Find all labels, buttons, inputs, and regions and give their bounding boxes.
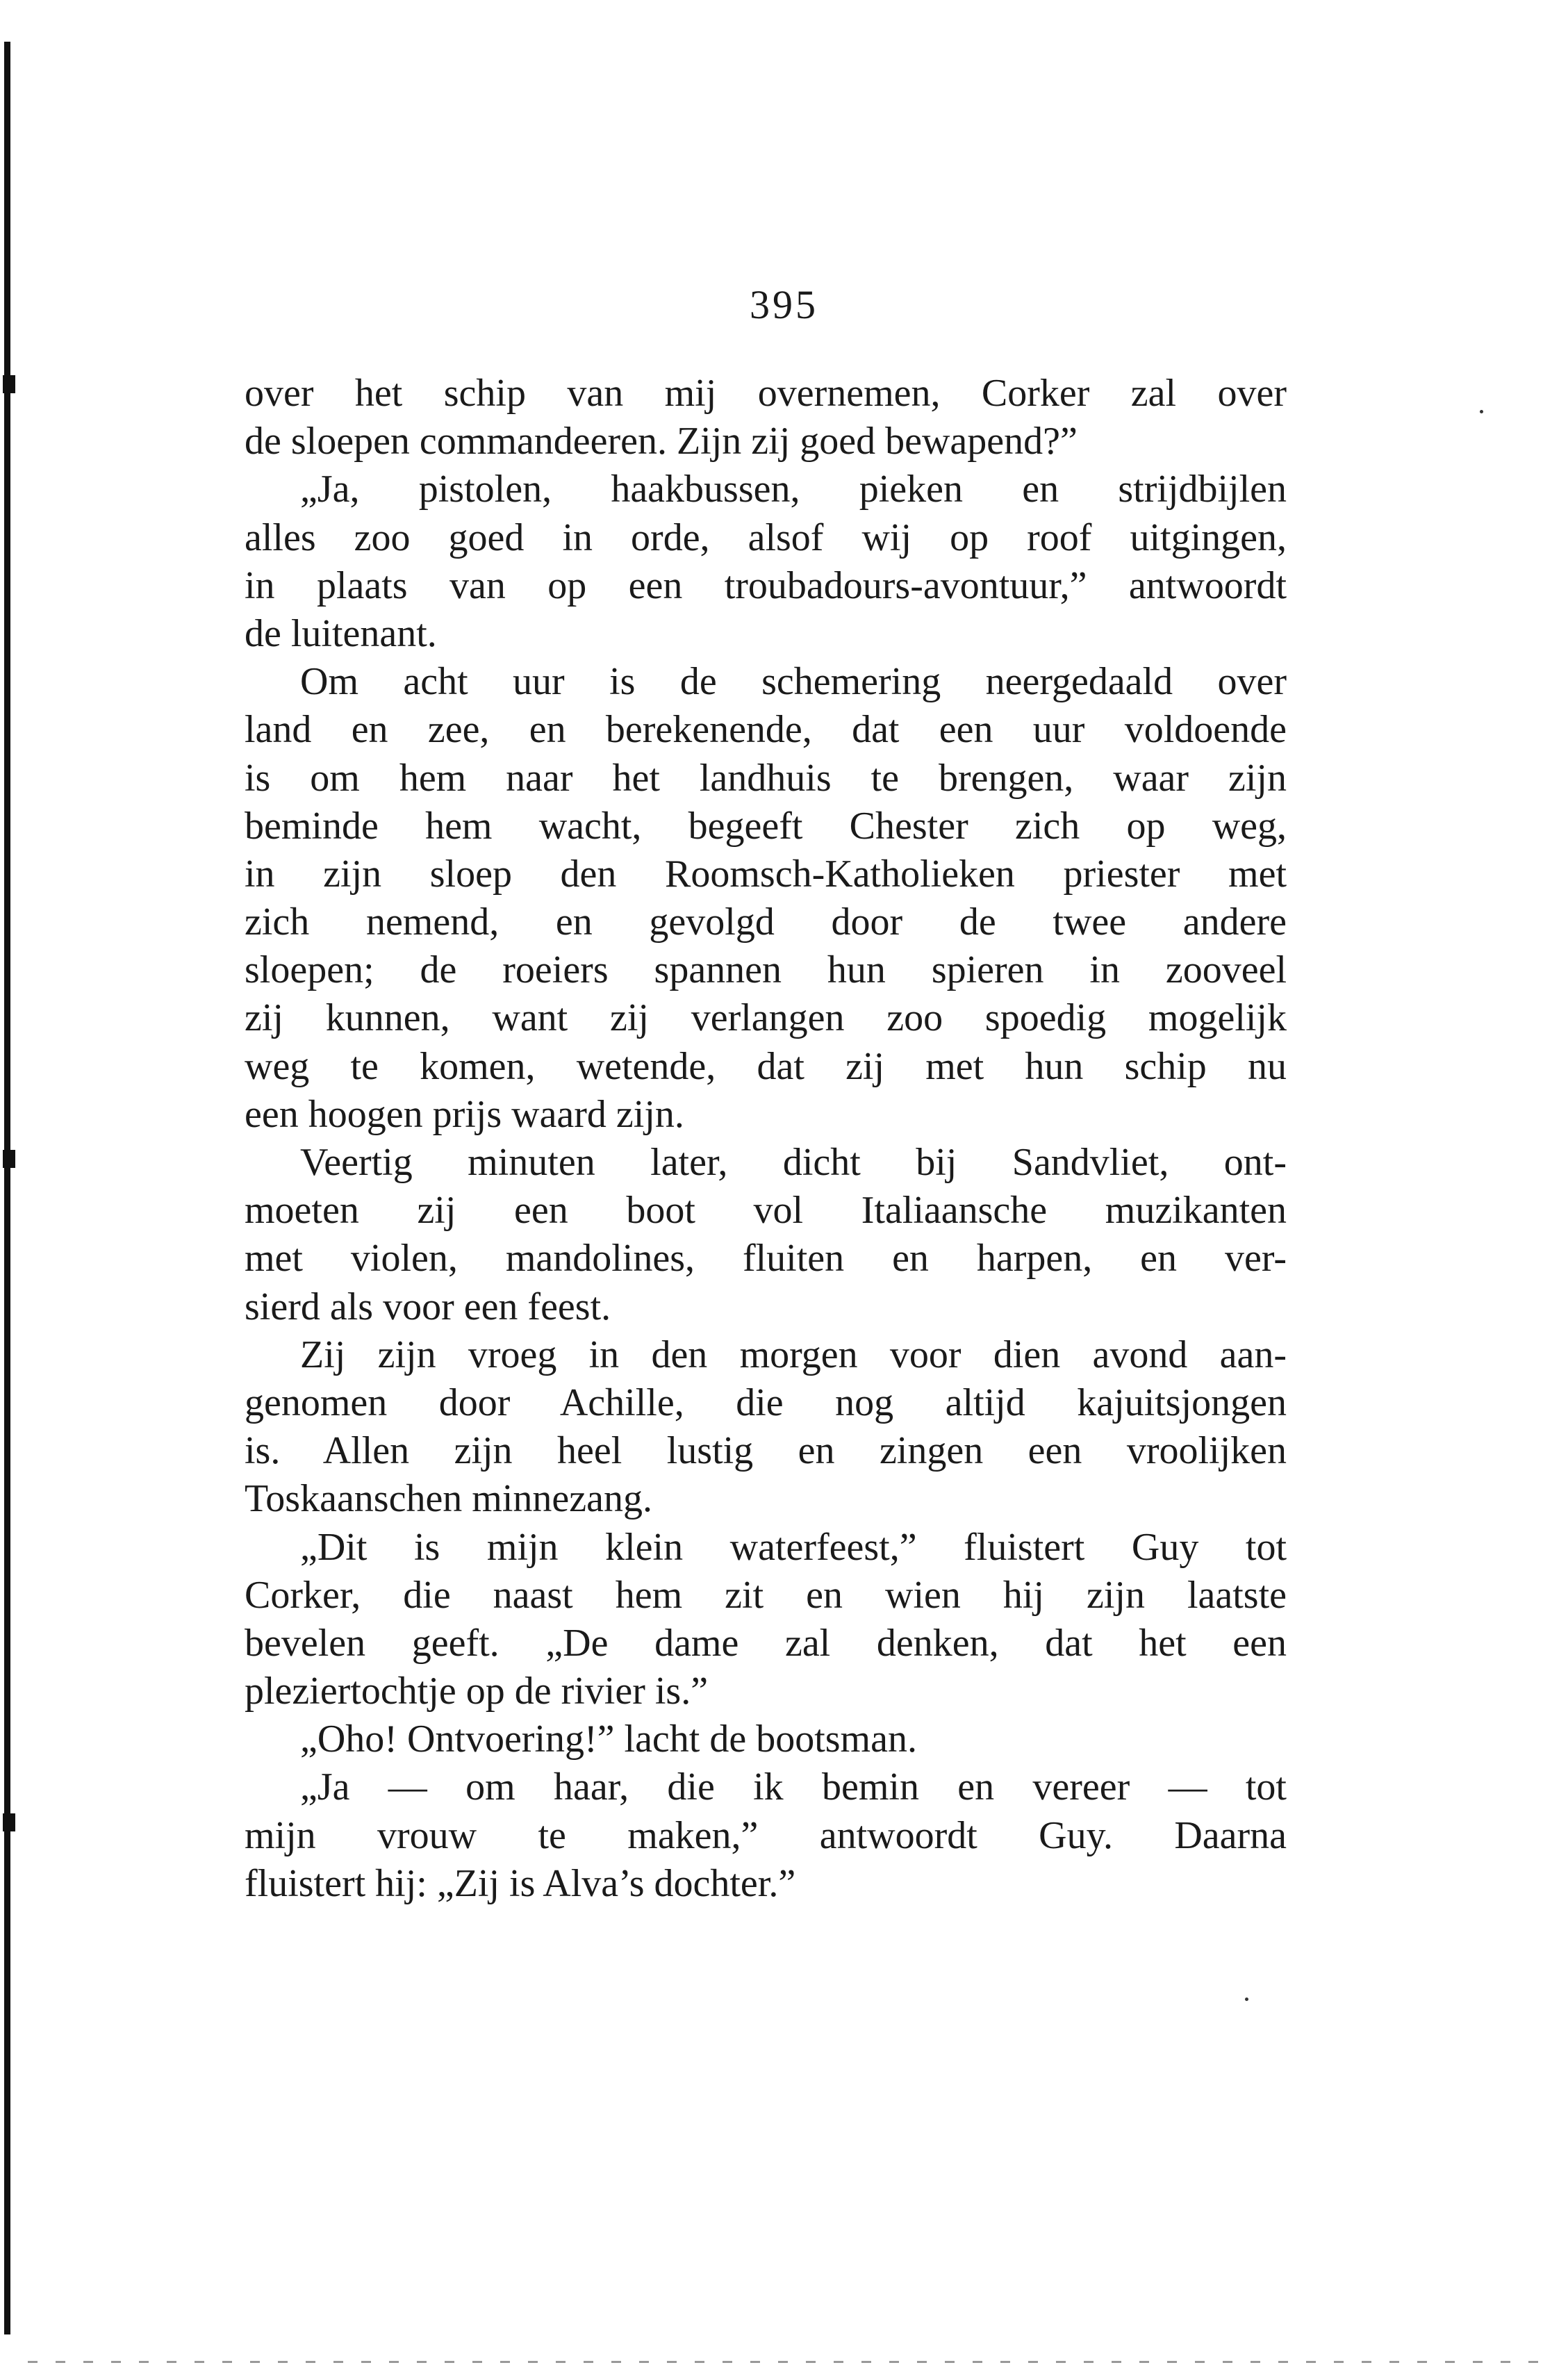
text-line: is om hem naar het landhuis te brengen, waar zijn <box>245 756 1287 800</box>
text-line: is. Allen zijn heel lustig en zingen een vroolijken <box>245 1429 1287 1473</box>
text-line: mijn vrouw te maken,” antwoordt Guy. Daarna <box>245 1813 1287 1857</box>
text-line: met violen, mandolines, fluiten en harpen, en ver- <box>245 1237 1287 1280</box>
text-line: de luitenant. <box>245 611 437 655</box>
text-line: fluistert hij: „Zij is Alva’s dochter.” <box>245 1861 796 1905</box>
text-line: „Dit is mijn klein waterfeest,” fluistert Guy tot <box>300 1525 1287 1569</box>
text-line: moeten zij een boot vol Italiaansche muzikanten <box>245 1189 1287 1233</box>
text-line: zij kunnen, want zij verlangen zoo spoedig mogelijk <box>245 996 1287 1040</box>
text-line: alles zoo goed in orde, alsof wij op roof uitgingen, <box>245 516 1287 559</box>
text-line: Veertig minuten later, dicht bij Sandvliet, ont- <box>300 1141 1287 1184</box>
text-line: in zijn sloep den Roomsch-Katholieken priester met <box>245 852 1287 896</box>
text-line: land en zee, en berekenende, dat een uur voldoende <box>245 708 1287 752</box>
text-line: „Ja, pistolen, haakbussen, pieken en strijdbijlen <box>300 468 1287 511</box>
scan-speck <box>1245 1998 1248 2001</box>
text-line: sierd als voor een feest. <box>245 1285 611 1328</box>
text-line: „Oho! Ontvoering!” lacht de bootsman. <box>300 1718 917 1761</box>
scan-speck <box>1480 410 1483 413</box>
text-line: Zij zijn vroeg in den morgen voor dien avond aan- <box>300 1333 1287 1376</box>
text-line: in plaats van op een troubadours-avontuur,” antwoordt <box>245 563 1287 607</box>
text-line: Toskaanschen minnezang. <box>245 1477 652 1521</box>
text-line: „Ja — om haar, die ik bemin en vereer — tot <box>300 1765 1287 1809</box>
gutter-mark <box>3 375 15 393</box>
text-line: pleziertochtje op de rivier is.” <box>245 1670 709 1713</box>
text-line: sloepen; de roeiers spannen hun spieren in zooveel <box>245 948 1287 992</box>
text-line: beminde hem wacht, begeeft Chester zich op weg, <box>245 804 1287 848</box>
text-line: zich nemend, en gevolgd door de twee andere <box>245 900 1287 944</box>
page-number: 395 <box>750 282 818 327</box>
body-text <box>245 370 1287 1908</box>
gutter-mark <box>3 1813 15 1831</box>
text-line: een hoogen prijs waard zijn. <box>245 1092 684 1136</box>
text-line: de sloepen commandeeren. Zijn zij goed bewapend?” <box>245 420 1078 463</box>
text-line: Corker, die naast hem zit en wien hij zijn laatste <box>245 1573 1287 1617</box>
scan-edge <box>28 2361 1556 2363</box>
text-line: genomen door Achille, die nog altijd kajuitsjongen <box>245 1381 1287 1424</box>
text-line: bevelen geeft. „De dame zal denken, dat het een <box>245 1621 1287 1665</box>
text-line: weg te komen, wetende, dat zij met hun schip nu <box>245 1044 1287 1088</box>
gutter-mark <box>3 1150 15 1168</box>
text-line: over het schip van mij overnemen, Corker zal over <box>245 372 1287 415</box>
text-line: Om acht uur is de schemering neergedaald over <box>300 660 1287 704</box>
